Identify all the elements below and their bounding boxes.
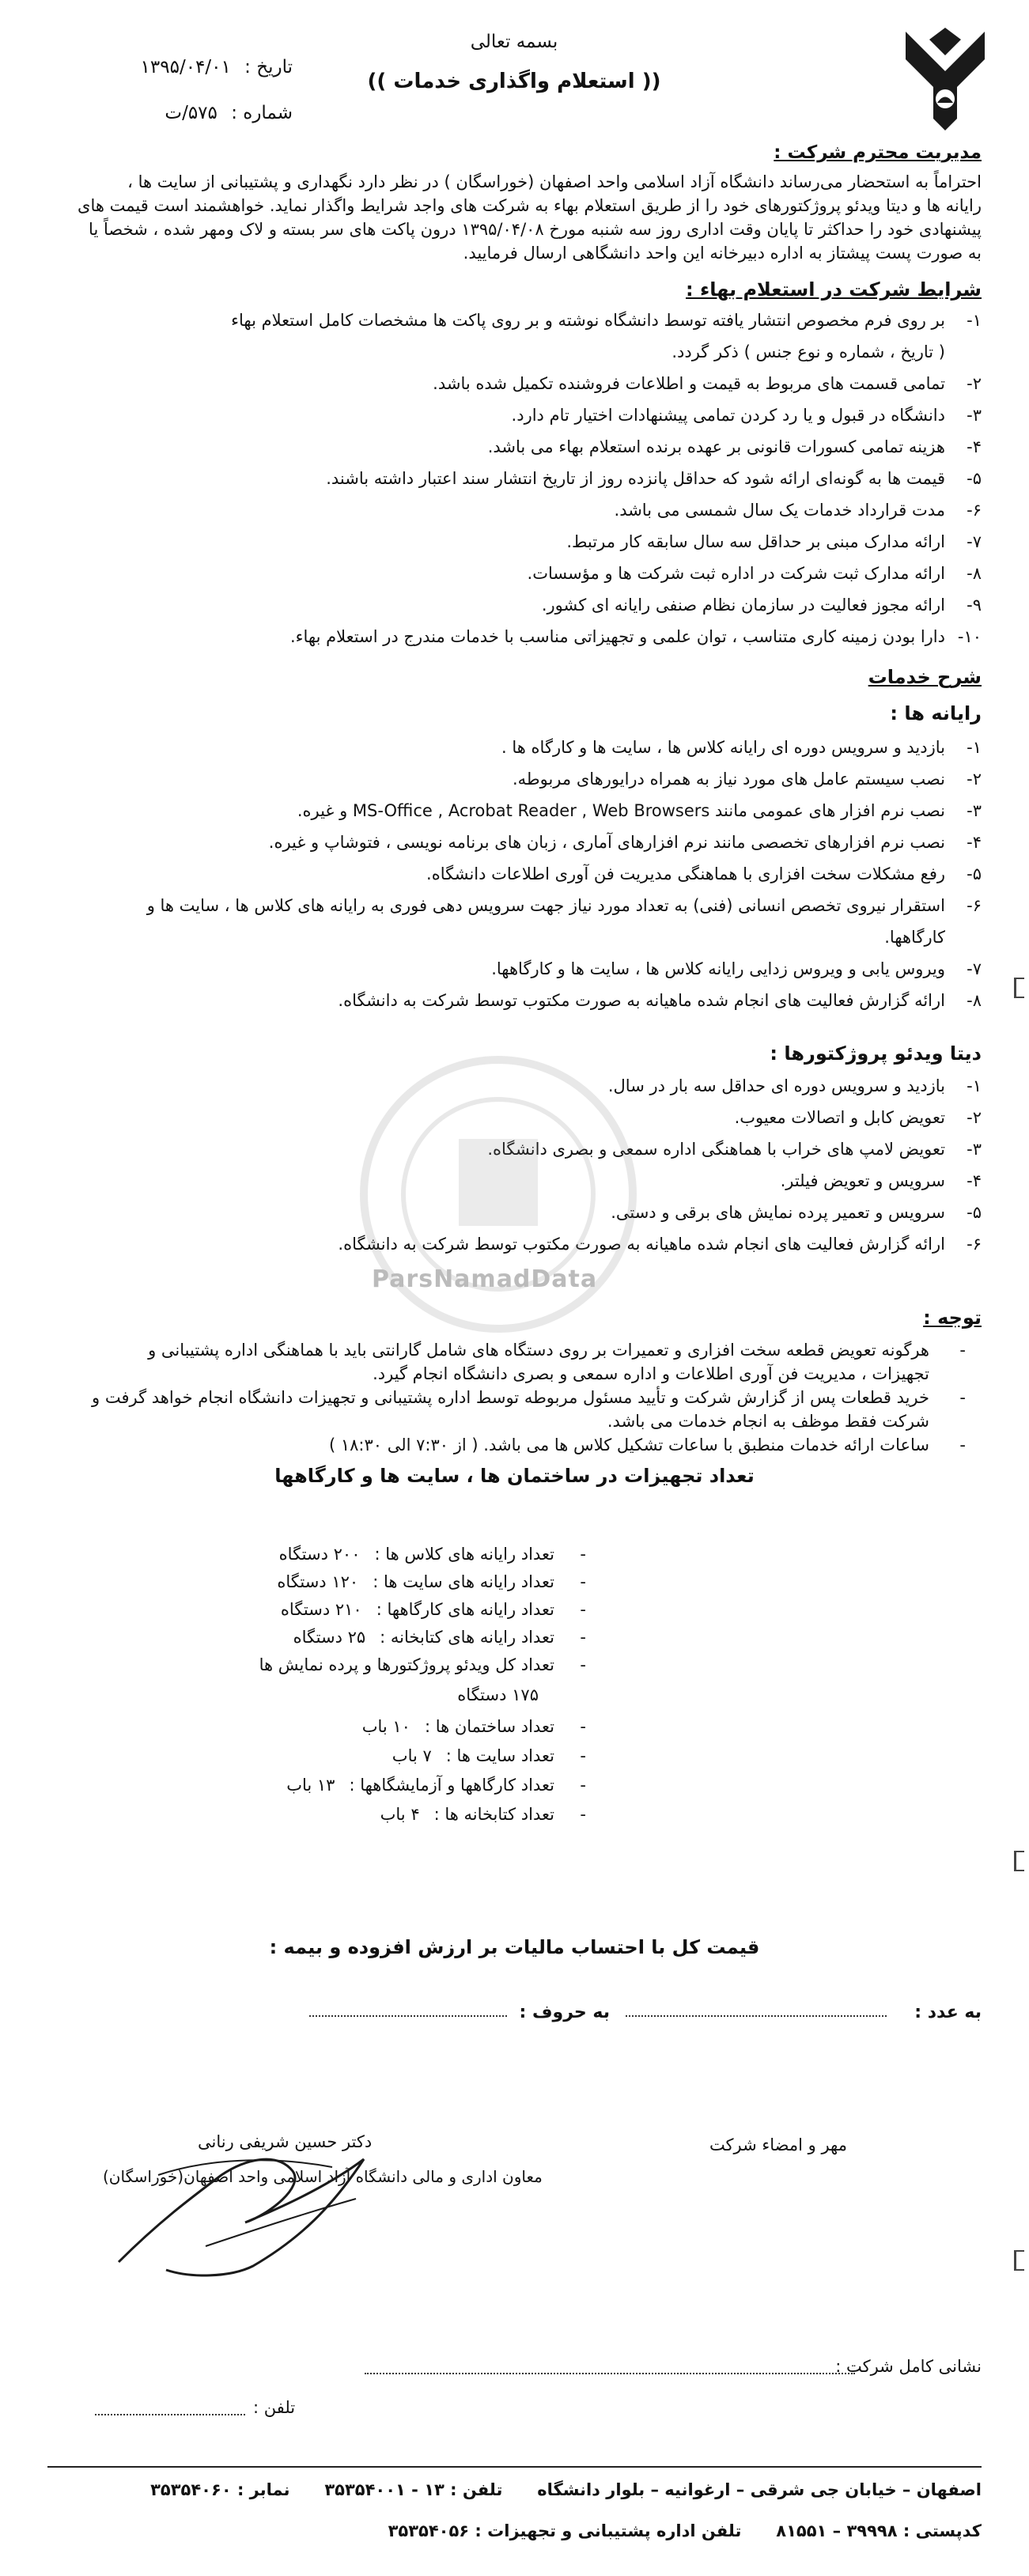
equipment-item — [279, 1542, 586, 1566]
equipment-bullet: - — [580, 1600, 586, 1619]
note-item-number: - — [959, 1388, 966, 1407]
notes-title: توجه : — [923, 1307, 982, 1329]
condition-item-number: ۴- — [967, 437, 982, 456]
projector-service-item-number: ۶- — [967, 1235, 982, 1254]
bismillah: بسمه تعالی — [470, 32, 558, 52]
condition-item-number: ۵- — [967, 469, 982, 488]
conditions-title: شرایط شرکت در استعلام بهاء : — [686, 278, 982, 301]
note-item — [47, 1386, 966, 1409]
number-label: شماره : — [231, 103, 293, 123]
footer-postal: کدپستی : ۳۹۹۹۸ – ۸۱۵۵۱ تلفن اداره پشتیبانی و تجهیزات : ۳۵۳۵۴۰۵۶ — [388, 2521, 982, 2540]
address-label: نشانی کامل شرکت : — [835, 2357, 982, 2376]
note-item-text: خرید قطعات پس از گزارش شرکت و تأیید مسئول مربوطه توسط اداره پشتیبانی و تجهیزات دانشگاه انجام خواهد گرفت و — [92, 1388, 929, 1407]
condition-item-number: ۷- — [967, 532, 982, 551]
computer-service-item — [47, 894, 982, 917]
equipment-bullet: - — [580, 1746, 586, 1765]
projector-service-item-number: ۴- — [967, 1171, 982, 1190]
equipment-item — [286, 1773, 586, 1797]
equipment-label: تعداد رایانه های کتابخانه : — [380, 1628, 554, 1647]
projector-service-item-number: ۵- — [967, 1203, 982, 1222]
condition-item — [47, 625, 982, 649]
address-field — [365, 2373, 855, 2374]
condition-item-number: ۱- — [967, 311, 982, 330]
computer-service-item-text: استقرار نیروی تخصص انسانی (فنی) به تعداد مورد نیاز جهت سرویس دهی فوری به رایانه های کلاس ها ، سایت ها و — [146, 896, 945, 915]
computer-service-item-number: ۶- — [967, 896, 982, 915]
watermark-text: ParsNamadData — [372, 1265, 598, 1293]
equipment-value: ۱۳ باب — [286, 1776, 335, 1795]
equipment-item — [457, 1683, 586, 1707]
condition-item — [47, 498, 982, 522]
projector-service-item-number: ۱- — [967, 1076, 982, 1095]
condition-item-number: ۹- — [967, 596, 982, 615]
condition-item-number: ۲- — [967, 374, 982, 393]
computer-service-item-number: ۸- — [967, 991, 982, 1010]
condition-item — [47, 308, 982, 332]
equipment-value: ۴ باب — [380, 1805, 420, 1824]
equipment-item — [259, 1653, 586, 1677]
watermark-seal-icon — [348, 1044, 649, 1345]
price-title: قیمت کل با احتساب مالیات بر ارزش افزوده و بیمه : — [269, 1936, 760, 1958]
intro-line: به صورت پست پیشتاز به اداره دبیرخانه این واحد دانشگاهی ارسال فرمایید. — [463, 244, 982, 263]
scan-mark — [1014, 2250, 1024, 2271]
computer-service-item-text: کارگاهها. — [884, 928, 945, 947]
condition-item — [47, 562, 982, 585]
equipment-value: ۱۲۰ دستگاه — [277, 1572, 359, 1591]
computer-service-item — [47, 957, 982, 981]
university-logo-icon — [898, 24, 993, 138]
note-item — [47, 1409, 966, 1433]
projector-service-item-text: سرویس و تعمیر پرده نمایش های برقی و دستی. — [611, 1203, 945, 1222]
price-number-label: به عدد : — [914, 2003, 982, 2022]
phone-label: تلفن : — [253, 2398, 296, 2417]
computer-service-item — [47, 767, 982, 791]
note-item-text: هرگونه تعویض قطعه سخت افزاری و تعمیرات بر روی دستگاه های شامل گارانتی باید با هماهنگی اداره پشتیبانی و — [148, 1341, 929, 1360]
handwritten-signature — [95, 2128, 427, 2286]
equipment-bullet: - — [580, 1717, 586, 1736]
note-item-text: شرکت فقط موظف به انجام خدمات می باشد. — [607, 1412, 929, 1431]
number-line — [63, 103, 293, 123]
computer-service-item-text: ویروس یابی و ویروس زدایی رایانه کلاس ها ، سایت ها و کارگاهها. — [491, 959, 945, 978]
date-line — [63, 57, 293, 78]
projectors-title: دیتا ویدئو پروژکتورها : — [770, 1042, 982, 1065]
projector-service-item-text: بازدید و سرویس دوره ای حداقل سه بار در سال. — [607, 1076, 945, 1095]
condition-item — [47, 467, 982, 490]
note-item-text: تجهیزات ، مدیریت فن آوری اطلاعات و اداره سمعی و بصری دانشگاه انجام گیرد. — [373, 1364, 929, 1383]
equipment-label: تعداد رایانه های سایت ها : — [373, 1572, 554, 1591]
equipment-item — [293, 1625, 586, 1649]
signer-name: دکتر حسین شریفی رنانی — [198, 2132, 373, 2151]
condition-item-text: بر روی فرم مخصوص انتشار یافته توسط دانشگاه نوشته و بر روی پاکت ها مشخصات کامل استعلام بهاء — [231, 311, 945, 330]
computers-title: رایانه ها : — [890, 702, 982, 724]
equipment-item — [281, 1598, 586, 1621]
date-label: تاریخ : — [244, 57, 293, 78]
computer-service-item-text: نصب سیستم عامل های مورد نیاز به همراه درایورهای مربوطه. — [512, 770, 945, 789]
equipment-item — [277, 1570, 586, 1594]
condition-item-text: ارائه مدارک مبنی بر حداقل سه سال سابقه کار مرتبط. — [566, 532, 945, 551]
equipment-bullet: - — [580, 1655, 586, 1674]
letter-subject: (( استعلام واگذاری خدمات )) — [367, 70, 661, 93]
equipment-bullet: - — [580, 1776, 586, 1795]
equipment-label: تعداد رایانه های کلاس ها : — [374, 1545, 554, 1564]
computer-service-item — [47, 736, 982, 759]
equipment-value: ۷ باب — [392, 1746, 432, 1765]
scan-mark — [1014, 1851, 1024, 1871]
condition-item-text: دانشگاه در قبول و یا رد کردن تمامی پیشنهادات اختیار تام دارد. — [511, 406, 945, 425]
computer-service-item-text: ارائه گزارش فعالیت های انجام شده ماهیانه به صورت مکتوب توسط شرکت به دانشگاه. — [338, 991, 945, 1010]
equipment-value: ۱۷۵ دستگاه — [457, 1685, 539, 1704]
equipment-label: تعداد رایانه های کارگاهها : — [376, 1600, 554, 1619]
computer-service-item-number: ۳- — [967, 801, 982, 820]
note-item-text: ساعات ارائه خدمات منطبق با ساعات تشکیل کلاس ها می باشد. ( از ۷:۳۰ الی ۱۸:۳۰ ) — [328, 1436, 929, 1454]
footer-address: اصفهان – خیابان جی شرقی – ارغوانیه – بلوار دانشگاه تلفن : ۱۳ - ۳۵۳۵۴۰۰۱ نمابر : ۳۵۳۵۴۰۶۰ — [150, 2480, 982, 2499]
projector-service-item-text: ارائه گزارش فعالیت های انجام شده ماهیانه به صورت مکتوب توسط شرکت به دانشگاه. — [338, 1235, 945, 1254]
computer-service-item-number: ۷- — [967, 959, 982, 978]
condition-item-text: ارائه مدارک ثبت شرکت در اداره ثبت شرکت ها و مؤسسات. — [527, 564, 945, 583]
computer-service-item — [47, 925, 982, 949]
company-seal-label: مهر و امضاء شرکت — [709, 2135, 847, 2154]
computer-service-item-text: نصب نرم افزار های عمومی مانند MS-Office , Acrobat Reader , Web Browsers و غیره. — [297, 801, 945, 820]
computer-service-item-text: نصب نرم افزارهای تخصصی مانند نرم افزارهای آماری ، زبان های برنامه نویسی ، فتوشاپ و غیره. — [268, 833, 945, 852]
projector-service-item-number: ۳- — [967, 1140, 982, 1159]
projector-service-item-text: سرویس و تعویض فیلتر. — [780, 1171, 945, 1190]
equipment-item — [392, 1744, 586, 1768]
equipment-value: ۲۵ دستگاه — [293, 1628, 366, 1647]
condition-item — [47, 593, 982, 617]
price-words-field — [309, 2015, 507, 2017]
projector-service-item-number: ۲- — [967, 1108, 982, 1127]
intro-line: رایانه ها و دیتا ویدئو پروژکتورهای خود را از طریق استعلام بهاء به شرکت های واجد شرایط واگذار نماید. خواهشمند است قیمت های — [78, 196, 982, 215]
computer-service-item-text: بازدید و سرویس دوره ای رایانه کلاس ها ، سایت ها و کارگاه ها . — [501, 738, 945, 757]
note-item-number: - — [959, 1436, 966, 1454]
equipment-bullet: - — [580, 1572, 586, 1591]
condition-item-text: قیمت ها به گونه‌ای ارائه شود که حداقل پانزده روز از تاریخ انتشار سند اعتبار داشته باشند. — [326, 469, 945, 488]
equipment-label: تعداد ساختمان ها : — [424, 1717, 554, 1736]
intro-line: پیشنهادی خود را حداکثر تا پایان وقت اداری روز سه شنبه مورخ ۱۳۹۵/۰۴/۰۸ درون پاکت های سر بسته و لاک ومهر شده ، شخصاً یا — [89, 220, 982, 239]
equipment-label: تعداد کتابخانه ها : — [433, 1805, 554, 1824]
projector-service-item-text: تعویض کابل و اتصالات معیوب. — [734, 1108, 945, 1127]
note-item — [47, 1338, 966, 1362]
condition-item-number: ۸- — [967, 564, 982, 583]
condition-item — [47, 403, 982, 427]
note-item-number: - — [959, 1341, 966, 1360]
equipment-bullet: - — [580, 1545, 586, 1564]
computer-service-item — [47, 862, 982, 886]
computer-service-item-number: ۲- — [967, 770, 982, 789]
computer-service-item — [47, 989, 982, 1012]
number-value: ۵۷۵/ت — [165, 103, 218, 123]
condition-item-text: تمامی قسمت های مربوط به قیمت و اطلاعات فروشنده تکمیل شده باشد. — [433, 374, 945, 393]
footer-divider — [47, 2466, 982, 2468]
equipment-bullet: - — [580, 1628, 586, 1647]
date-value: ۱۳۹۵/۰۴/۰۱ — [140, 57, 231, 78]
equipment-label: تعداد کارگاهها و آزمایشگاهها : — [349, 1776, 554, 1795]
equipment-value: ۲۰۰ دستگاه — [278, 1545, 361, 1564]
equipment-label: تعداد کل ویدئو پروژکتورها و پرده نمایش ها — [259, 1655, 554, 1674]
computer-service-item — [47, 799, 982, 823]
computer-service-item-number: ۵- — [967, 864, 982, 883]
price-words-label: به حروف : — [519, 2003, 610, 2022]
computer-service-item-number: ۱- — [967, 738, 982, 757]
condition-item — [47, 372, 982, 395]
condition-item — [47, 530, 982, 554]
condition-item-text: مدت قرارداد خدمات یک سال شمسی می باشد. — [614, 501, 945, 520]
condition-item — [47, 435, 982, 459]
equipment-item — [362, 1715, 586, 1738]
condition-item-number: ۶- — [967, 501, 982, 520]
equipment-label: تعداد سایت ها : — [445, 1746, 554, 1765]
intro-line: احتراماً به استحضار می‌رساند دانشگاه آزاد اسلامی واحد اصفهان (خوراسگان ) در نظر دارد نگهداری و پشتیبانی از سایت ها ، — [127, 172, 982, 191]
computer-service-item — [47, 830, 982, 854]
condition-item-number: ۱۰- — [957, 627, 982, 646]
signer-title: معاون اداری و مالی دانشگاه آزاد اسلامی واحد اصفهان(خوراسگان) — [103, 2167, 543, 2186]
equipment-value: ۲۱۰ دستگاه — [280, 1600, 362, 1619]
greeting: مدیریت محترم شرکت : — [774, 142, 982, 163]
condition-item — [47, 340, 982, 364]
note-item — [47, 1362, 966, 1386]
projector-service-item-text: تعویض لامپ های خراب با هماهنگی اداره سمعی و بصری دانشگاه. — [487, 1140, 945, 1159]
note-item — [47, 1433, 966, 1457]
equipment-bullet: - — [580, 1805, 586, 1824]
computer-service-item-number: ۴- — [967, 833, 982, 852]
equipment-value: ۱۰ باب — [361, 1717, 410, 1736]
services-title: شرح خدمات — [868, 666, 982, 688]
equipment-title: تعداد تجهیزات در ساختمان ها ، سایت ها و کارگاهها — [274, 1465, 755, 1487]
condition-item-text: دارا بودن زمینه کاری متناسب ، توان علمی و تجهیزاتی مناسب با خدمات مندرج در استعلام بهاء. — [289, 627, 945, 646]
computer-service-item-text: رفع مشکلات سخت افزاری با هماهنگی مدیریت فن آوری اطلاعات دانشگاه. — [426, 864, 945, 883]
equipment-item — [380, 1802, 586, 1826]
price-number-field — [626, 2015, 887, 2017]
condition-item-text: ( تاریخ ، شماره و نوع جنس ) ذکر گردد. — [671, 342, 945, 361]
condition-item-number: ۳- — [967, 406, 982, 425]
condition-item-text: ارائه مجوز فعالیت در سازمان نظام صنفی رایانه ای کشور. — [541, 596, 945, 615]
scan-mark — [1014, 978, 1024, 998]
condition-item-text: هزینه تمامی کسورات قانونی بر عهده برنده استعلام بهاء می باشد. — [487, 437, 945, 456]
phone-field — [95, 2414, 245, 2415]
